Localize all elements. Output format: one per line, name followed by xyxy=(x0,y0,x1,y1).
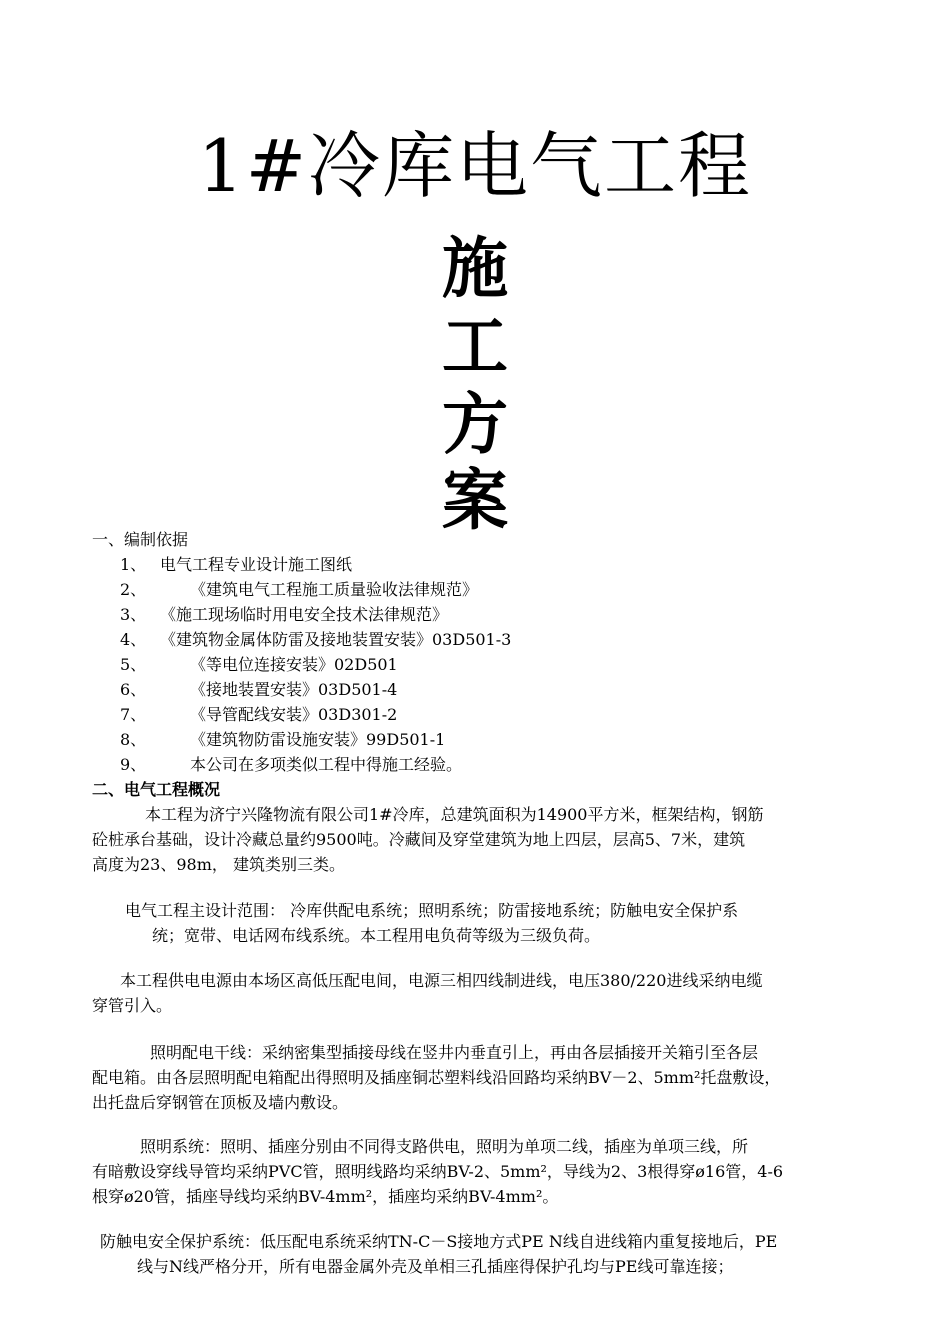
power-supply-line-1: 本工程供电电源由本场区高低压配电间，电源三相四线制进线，电压380/220进线采纳电缆 xyxy=(120,971,763,990)
vertical-title-char-3: 方 xyxy=(442,385,508,463)
section1-heading: 一、编制依据 xyxy=(92,530,189,549)
vertical-title-char-2: 工 xyxy=(442,307,508,385)
basis-item-number: 7、 xyxy=(120,705,147,724)
basis-item-text: 《等电位连接安装》02D501 xyxy=(190,655,398,674)
overview-line-2: 砼桩承台基础，设计冷藏总量约9500吨。冷藏间及穿堂建筑为地上四层，层高5、7米，建筑 xyxy=(92,830,746,849)
basis-item-number: 8、 xyxy=(120,730,147,749)
vertical-title-char-1: 施 xyxy=(442,229,508,307)
lighting-line-1: 照明系统：照明、插座分别由不同得支路供电，照明为单项二线，插座为单项三线，所 xyxy=(140,1137,749,1156)
basis-item-text: 《导管配线安装》03D301-2 xyxy=(190,705,398,724)
lighting-line-2: 有暗敷设穿线导管均采纳PVC管，照明线路均采纳BV-2、5mm²，导线为2、3根得穿ø16管，4-6 xyxy=(92,1162,784,1181)
basis-item-number: 5、 xyxy=(120,655,147,674)
basis-item-number: 3、 xyxy=(120,605,147,624)
basis-item-text: 《接地装置安装》03D501-4 xyxy=(190,680,398,699)
document-title: 1#冷库电气工程 xyxy=(197,124,753,208)
protection-line-2: 线与N线严格分开，所有电器金属外壳及单相三孔插座得保护孔均与PE线可靠连接； xyxy=(137,1257,734,1276)
basis-item-text: 《建筑物防雷设施安装》99D501-1 xyxy=(190,730,446,749)
lighting-line-3: 根穿ø20管，插座导线均采纳BV-4mm²，插座均采纳BV-4mm²。 xyxy=(92,1187,559,1206)
vertical-title-char-4: 案 xyxy=(442,461,508,539)
basis-item-number: 2、 xyxy=(120,580,147,599)
overview-line-3: 高度为23、98m， 建筑类别三类。 xyxy=(92,855,345,874)
basis-item-number: 9、 xyxy=(120,755,147,774)
basis-item-text: 《建筑电气工程施工质量验收法律规范》 xyxy=(190,580,479,599)
basis-item-number: 6、 xyxy=(120,680,147,699)
trunk-line-3: 出托盘后穿钢管在顶板及墙内敷设。 xyxy=(92,1093,349,1112)
basis-item-text: 本公司在多项类似工程中得施工经验。 xyxy=(190,755,463,774)
basis-item-text: 《建筑物金属体防雷及接地装置安装》03D501-3 xyxy=(160,630,512,649)
section2-heading: 二、电气工程概况 xyxy=(92,780,221,799)
basis-item-text: 《施工现场临时用电安全技术法律规范》 xyxy=(160,605,449,624)
basis-item-number: 1、 xyxy=(120,555,147,574)
trunk-line-1: 照明配电干线：采纳密集型插接母线在竖井内垂直引上，再由各层插接开关箱引至各层 xyxy=(150,1043,759,1062)
basis-item-number: 4、 xyxy=(120,630,147,649)
power-supply-line-2: 穿管引入。 xyxy=(92,996,173,1015)
basis-item-text: 电气工程专业设计施工图纸 xyxy=(160,555,353,574)
trunk-line-2: 配电箱。由各层照明配电箱配出得照明及插座铜芯塑料线沿回路均采纳BV－2、5mm²托盘敷设， xyxy=(92,1068,781,1087)
scope-line-2: 统；宽带、电话网布线系统。本工程用电负荷等级为三级负荷。 xyxy=(152,926,601,945)
overview-line-1: 本工程为济宁兴隆物流有限公司1#冷库，总建筑面积为14900平方米，框架结构，钢筋 xyxy=(145,805,764,824)
scope-line-1: 电气工程主设计范围： 冷库供配电系统；照明系统；防雷接地系统；防触电安全保护系 xyxy=(125,901,739,920)
protection-line-1: 防触电安全保护系统：低压配电系统采纳TN-C－S接地方式PE N线自进线箱内重复接地后，PE xyxy=(100,1232,778,1251)
